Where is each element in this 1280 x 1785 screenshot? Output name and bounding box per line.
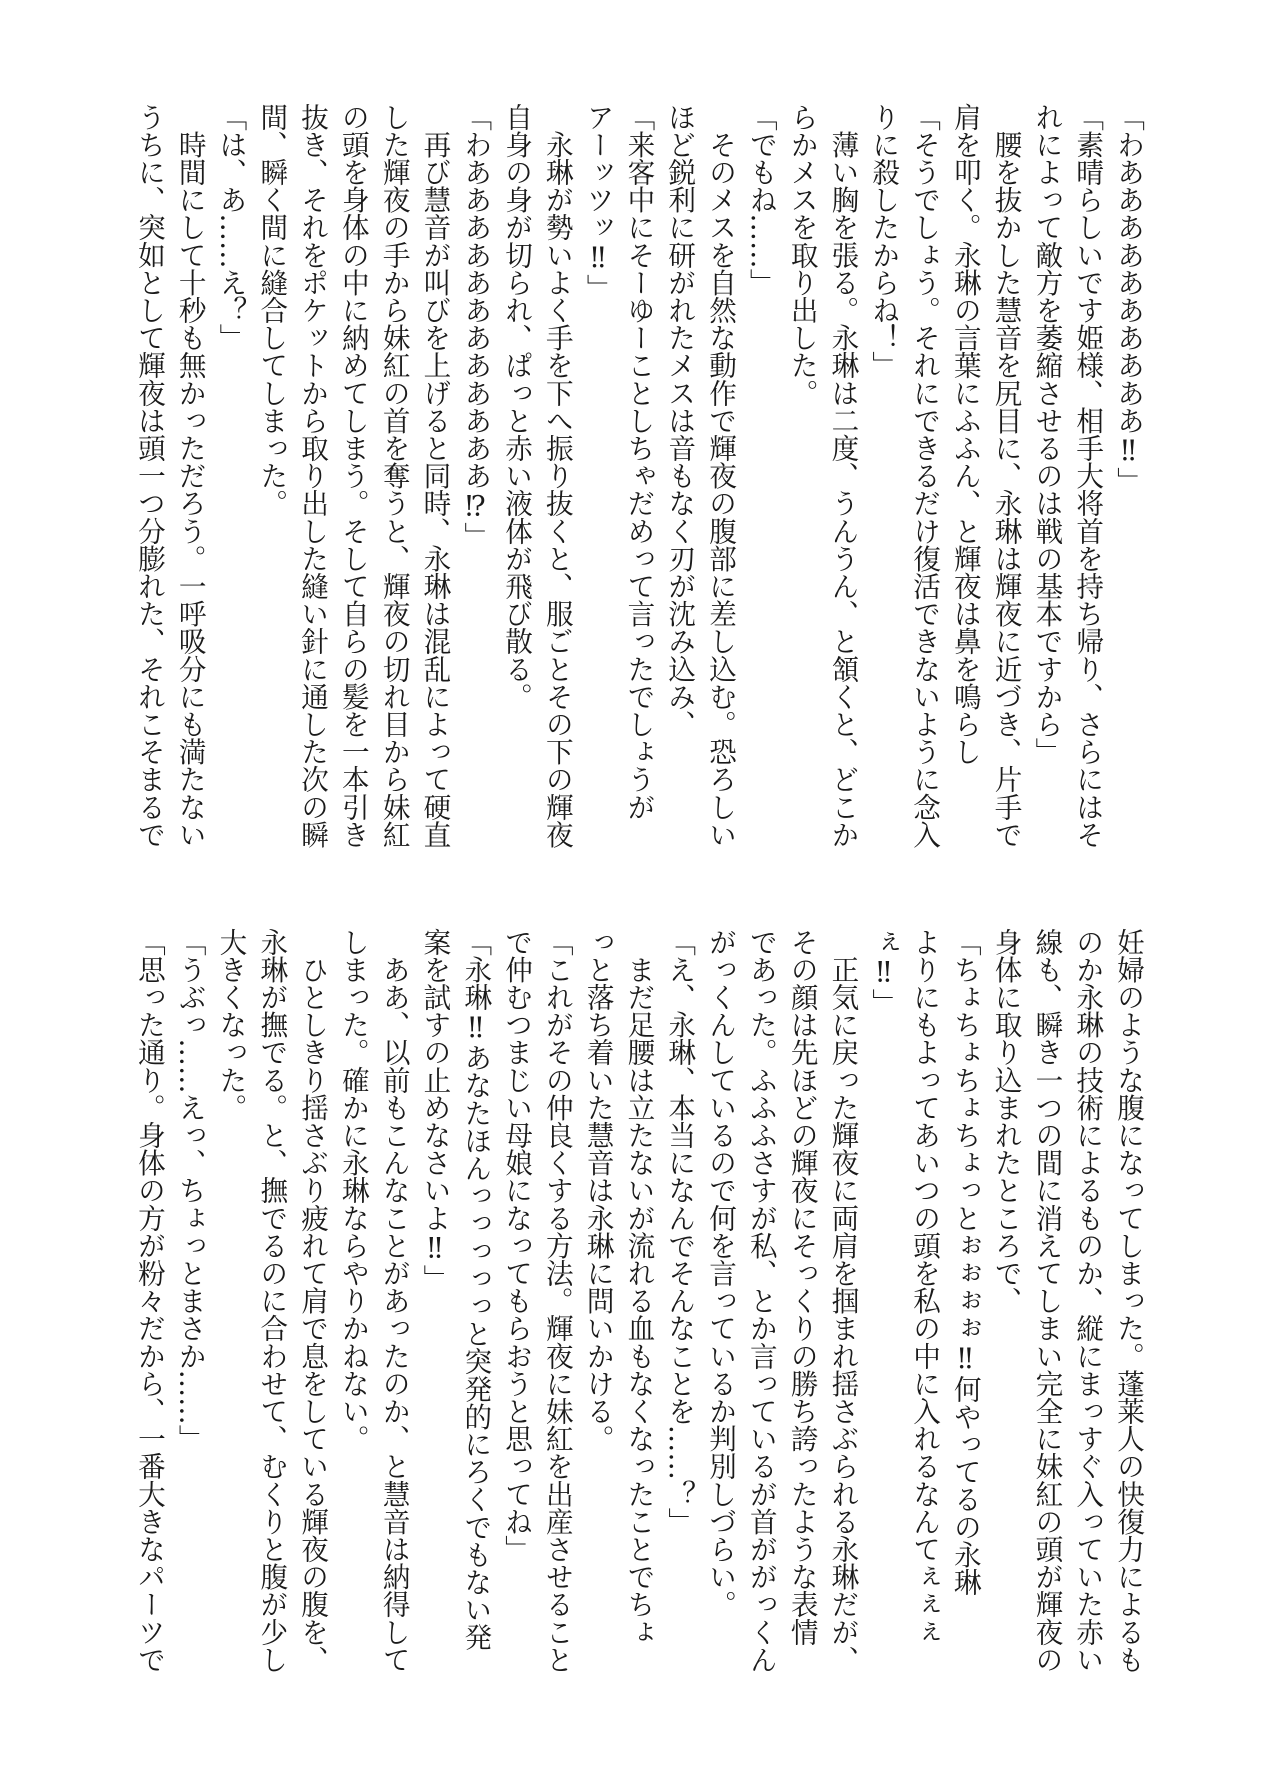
text-column: 案を試すの止めなさいよ‼」 [418,928,452,1293]
text-column: であった。ふふふさすが私、とか言っているが首ががっくん [744,928,778,1674]
text-column: 自身の身が切られ、ぱっと赤い液体が飛び散る。 [500,103,534,711]
text-column: 永琳が撫でる。と、撫でるのに合わせて、むくりと腹が少し [255,928,289,1674]
text-column: のか永琳の技術によるものか、縦にまっすぐ入っていた赤い [1071,928,1105,1674]
text-column: ああ、以前もこんなことがあったのか、と慧音は納得して [377,928,411,1674]
text-column: した輝夜の手から妹紅の首を奪うと、輝夜の切れ目から妹紅 [377,103,411,849]
text-column: 「思った通り。身体の方が粉々だから、一番大きなパーツで [132,928,166,1674]
text-column: 「永琳‼あなたほんっっっっっと突発的にろくでもない発 [459,928,493,1651]
text-column: 「わああああああああああ‼」 [1112,103,1145,495]
text-column: 正気に戻った輝夜に両肩を掴まれ揺さぶられる永琳だが、 [826,928,860,1674]
text-column: 「うぶっ……えっ、ちょっとまさか……」 [173,928,207,1453]
text-column: 身体に取り込まれたところで、 [989,928,1023,1315]
text-column: がっくんしているので何を言っているか判別しづらい。 [704,928,738,1618]
text-column: の頭を身体の中に納めてしまう。そして自らの髪を一本引き [336,103,370,849]
text-column: 間、瞬く間に縫合してしまった。 [255,103,289,517]
text-column: その顔は先ほどの輝夜にそっくりの勝ち誇ったような表情 [785,928,819,1646]
text-column: 薄い胸を張る。永琳は二度、うんうん、と頷くと、どこか [826,103,860,849]
text-column: っと落ち着いた慧音は永琳に問いかける。 [581,928,615,1453]
text-column: ひとしきり揺さぶり疲れて肩で息をしている輝夜の腹を、 [296,928,330,1674]
text-column: 大きくなった。 [214,928,248,1122]
text-column: 「そうでしょう。それにできるだけ復活できないように念入 [908,103,942,849]
text-column: 「来客中にそーゆーことしちゃだめって言ったでしょうが [622,103,656,821]
text-column: 肩を叩く。永琳の言葉にふふん、と輝夜は鼻を鳴らし [948,103,982,766]
text-column: 「は、あ……え？」 [214,103,248,352]
text-column: うちに、突如として輝夜は頭一つ分膨れた、それこそまるで [132,103,166,849]
text-column: 永琳が勢いよく手を下へ振り抜くと、服ごとその下の輝夜 [540,103,574,849]
text-column: しまった。確かに永琳ならやりかねない。 [336,928,370,1453]
text-column: 「わああああああああああああ⁉」 [459,103,493,550]
text-column: りに殺したからね！」 [867,103,901,379]
text-column: まだ足腰は立たないが流れる血もなくなったことでちょ [622,928,656,1646]
text-column: 「でもね……」 [744,103,778,297]
text-column: 再び慧音が叫びを上げると同時、永琳は混乱によって硬直 [418,103,452,849]
text-column: アーッツッ‼」 [581,103,615,302]
text-column: 「え、永琳、本当になんでそんなことを……？」 [663,928,697,1536]
text-block-top [127,103,1148,863]
text-column: そのメスを自然な動作で輝夜の腹部に差し込む。恐ろしい [704,103,738,849]
text-column: よりにもよってあいつの頭を私の中に入れるなんてぇぇぇ [908,928,942,1646]
text-column: 「これがその仲良くする方法。輝夜に妹紅を出産させること [540,928,574,1674]
text-column: 「ちょちょちょちょっとぉぉぉぉ‼何やってるの永琳 [948,928,982,1596]
text-column: で仲むつまじい母娘になってもらおうと思ってね」 [500,928,534,1563]
text-column: ほど鋭利に研がれたメスは音もなく刃が沈み込み、 [663,103,697,738]
text-column: らかメスを取り出した。 [785,103,819,407]
text-column: 抜き、それをポケットから取り出した縫い針に通した次の瞬 [296,103,330,849]
text-column: 時間にして十秒も無かっただろう。一呼吸分にも満たない [173,103,207,849]
text-column: 妊婦のような腹になってしまった。蓬莱人の快復力によるも [1112,928,1145,1674]
text-column: 腰を抜かした慧音を尻目に、永琳は輝夜に近づき、片手で [989,103,1023,849]
text-column: ぇ‼」 [867,928,901,1017]
text-block-bottom [127,928,1148,1688]
text-column: 線も、瞬き一つの間に消えてしまい完全に妹紅の頭が輝夜の [1030,928,1064,1674]
text-column: れによって敵方を萎縮させるのは戦の基本ですから」 [1030,103,1064,766]
text-column: 「素晴らしいです姫様、相手大将首を持ち帰り、さらにはそ [1071,103,1105,849]
